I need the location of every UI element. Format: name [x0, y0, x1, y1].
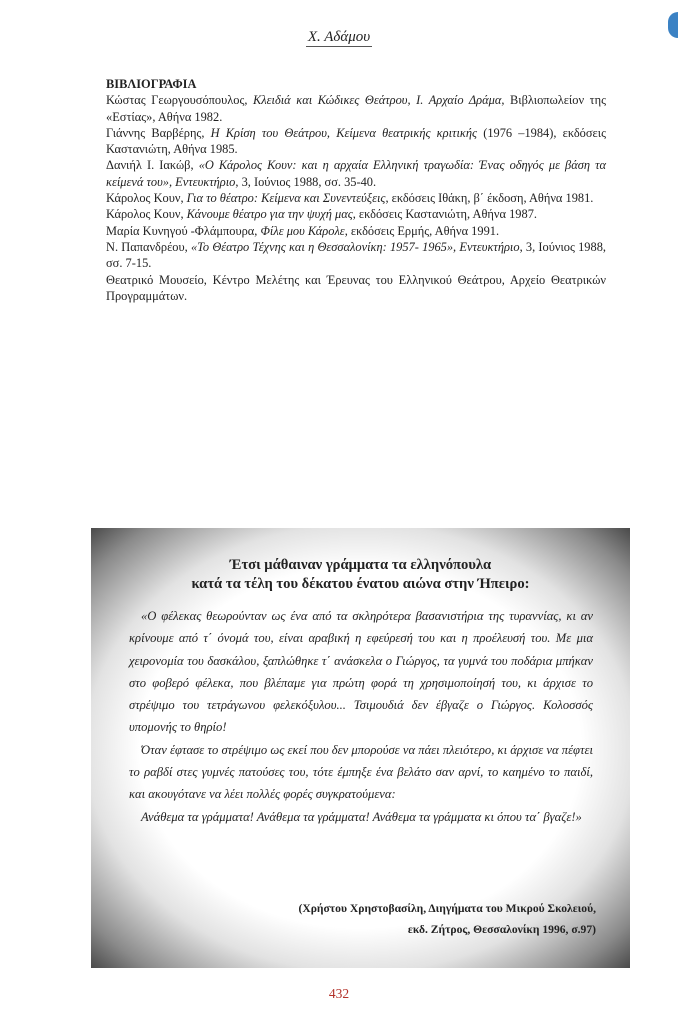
quote-source-line-2: εκδ. Ζήτρος, Θεσσαλονίκη 1996, σ.97) [407, 922, 596, 936]
entry-text: Δανιήλ Ι. Ιακώβ, [106, 158, 199, 173]
entry-title: «Ο Κάρολος Κουν: και η αρχαία Ελληνική τραγωδία: Ένας οδηγός με βάση τα κείμενά του», Εντευκτήριο [106, 158, 607, 189]
bibliography-entry [106, 190, 606, 206]
entry-details: , εκδόσεις Ερμής, Αθήνα 1991. [344, 223, 500, 238]
header-author: Χ. Αδάμου [307, 29, 371, 45]
entry-title: Για το θέατρο: Κείμενα και Συνεντεύξεις [186, 191, 386, 206]
entry-title: «Το Θέατρο Τέχνης και η Θεσσαλονίκη: 1957- 1965», Εντευκτήριο [190, 239, 520, 254]
entry-text: Θεατρικό Μουσείο, Κέντρο Μελέτης και Έρευνας του Ελληνικού Θεάτρου, Αρχείο Θεατρικών Προγραμμάτων. [106, 272, 606, 303]
bibliography-entry [106, 92, 606, 125]
quote-paragraph: Ανάθεμα τα γράμματα! Ανάθεμα τα γράμματα! Ανάθεμα τα γράμματα κι όπου τα΄ βγαζε!» [141, 809, 582, 824]
bibliography-heading: ΒΙΒΛΙΟΓΡΑΦΙΑ [106, 77, 197, 91]
bibliography-entry [106, 223, 606, 239]
entry-details: , εκδόσεις Καστανιώτη, Αθήνα 1987. [352, 207, 537, 222]
entry-text: Κάρολος Κουν, [106, 191, 187, 206]
page-header [0, 28, 678, 46]
entry-title: Κλειδιά και Κώδικες Θεάτρου, Ι. Αρχαίο Δράμα [253, 93, 502, 108]
entry-title: Κάνουμε θέατρο για την ψυχή μας [186, 207, 353, 222]
bibliography-list [106, 92, 606, 304]
entry-details: , εκδόσεις Ιθάκη, β΄ έκδοση, Αθήνα 1981. [385, 191, 594, 206]
entry-text: Γιάννης Βαρβέρης, [106, 125, 211, 140]
entry-text: Κώστας Γεωργουσόπουλος, [106, 93, 254, 108]
entry-title: Η Κρίση του Θεάτρου, Κείμενα θεατρικής κριτικής [210, 125, 478, 140]
bibliography-entry [106, 206, 606, 222]
quote-box [91, 528, 630, 968]
page-number: 432 [328, 986, 350, 1001]
entry-text: Ν. Παπανδρέου, [106, 239, 191, 254]
quote-source-line-1: (Χρήστου Χρηστοβασίλη, Διηγήματα του Μικρού Σκολειού, [298, 902, 596, 915]
entry-text: Μαρία Κυνηγού -Φλάμπουρα, [106, 223, 261, 238]
quote-title-line-2: κατά τα τέλη του δέκατου ένατου αιώνα στην Ήπειρο: [191, 576, 530, 592]
bibliography-entry [106, 157, 606, 190]
entry-title: Φίλε μου Κάρολε [260, 223, 345, 238]
entry-details: , 3, Ιούνιος 1988, σσ. 7-15. [106, 239, 606, 271]
entry-text: Κάρολος Κουν, [106, 207, 187, 222]
quote-title-line-1: Έτσι μάθαιναν γράμματα τα ελληνόπουλα [229, 557, 492, 573]
quote-source [176, 899, 596, 940]
bibliography-entry [106, 272, 606, 305]
bibliography-entry [106, 125, 606, 158]
bibliography-section [106, 76, 606, 304]
entry-details: (1976 –1984), εκδόσεις Καστανιώτη, Αθήνα 1985. [106, 125, 606, 157]
quote-title [91, 556, 630, 594]
bibliography-entry [106, 239, 606, 272]
quote-paragraph: Όταν έφτασε το στρέψιμο ως εκεί που δεν μπορούσε να πάει πλειότερο, κι άρχισε να πέφτει το ραβδί στες γυμνές πατούσες του, τότε έμπηξε ένα βελάτο σαν αρνί, το καημένο το παιδί, και ακουγότανε να λέει πολλές φορές συγκρατούμενα: [129, 742, 593, 802]
entry-details: , 3, Ιούνιος 1988, σσ. 35-40. [235, 174, 377, 189]
quote-paragraph: «Ο φέλεκας θεωρούνταν ως ένα από τα σκληρότερα βασανιστήρια της τυραννίας, κι αν κρίνουμε από τ΄ όνομά του, είναι αραβική η εφεύρεσή του και η προέλευσή του. Με μια χειρονομία του δασκάλου, ξαπλώθηκε τ΄ ανάσκελα ο Γιώργος, τα γυμνά του ποδάρια μπήκαν στο φοβερό φέλεκα, που βλέπαμε για πρώτη φορά τη χρησιμοποίησή του, κι άρχισε το στρέψιμο του τετράγωνου φελεκόξυλου... Τσιμουδιά δεν έβγαζε ο Γιώργος. Κολοσσός υπομονής το θηρίο! [129, 609, 593, 735]
entry-details: , Βιβλιοπωλείον της «Εστίας», Αθήνα 1982. [106, 93, 606, 124]
quote-body [129, 605, 593, 828]
